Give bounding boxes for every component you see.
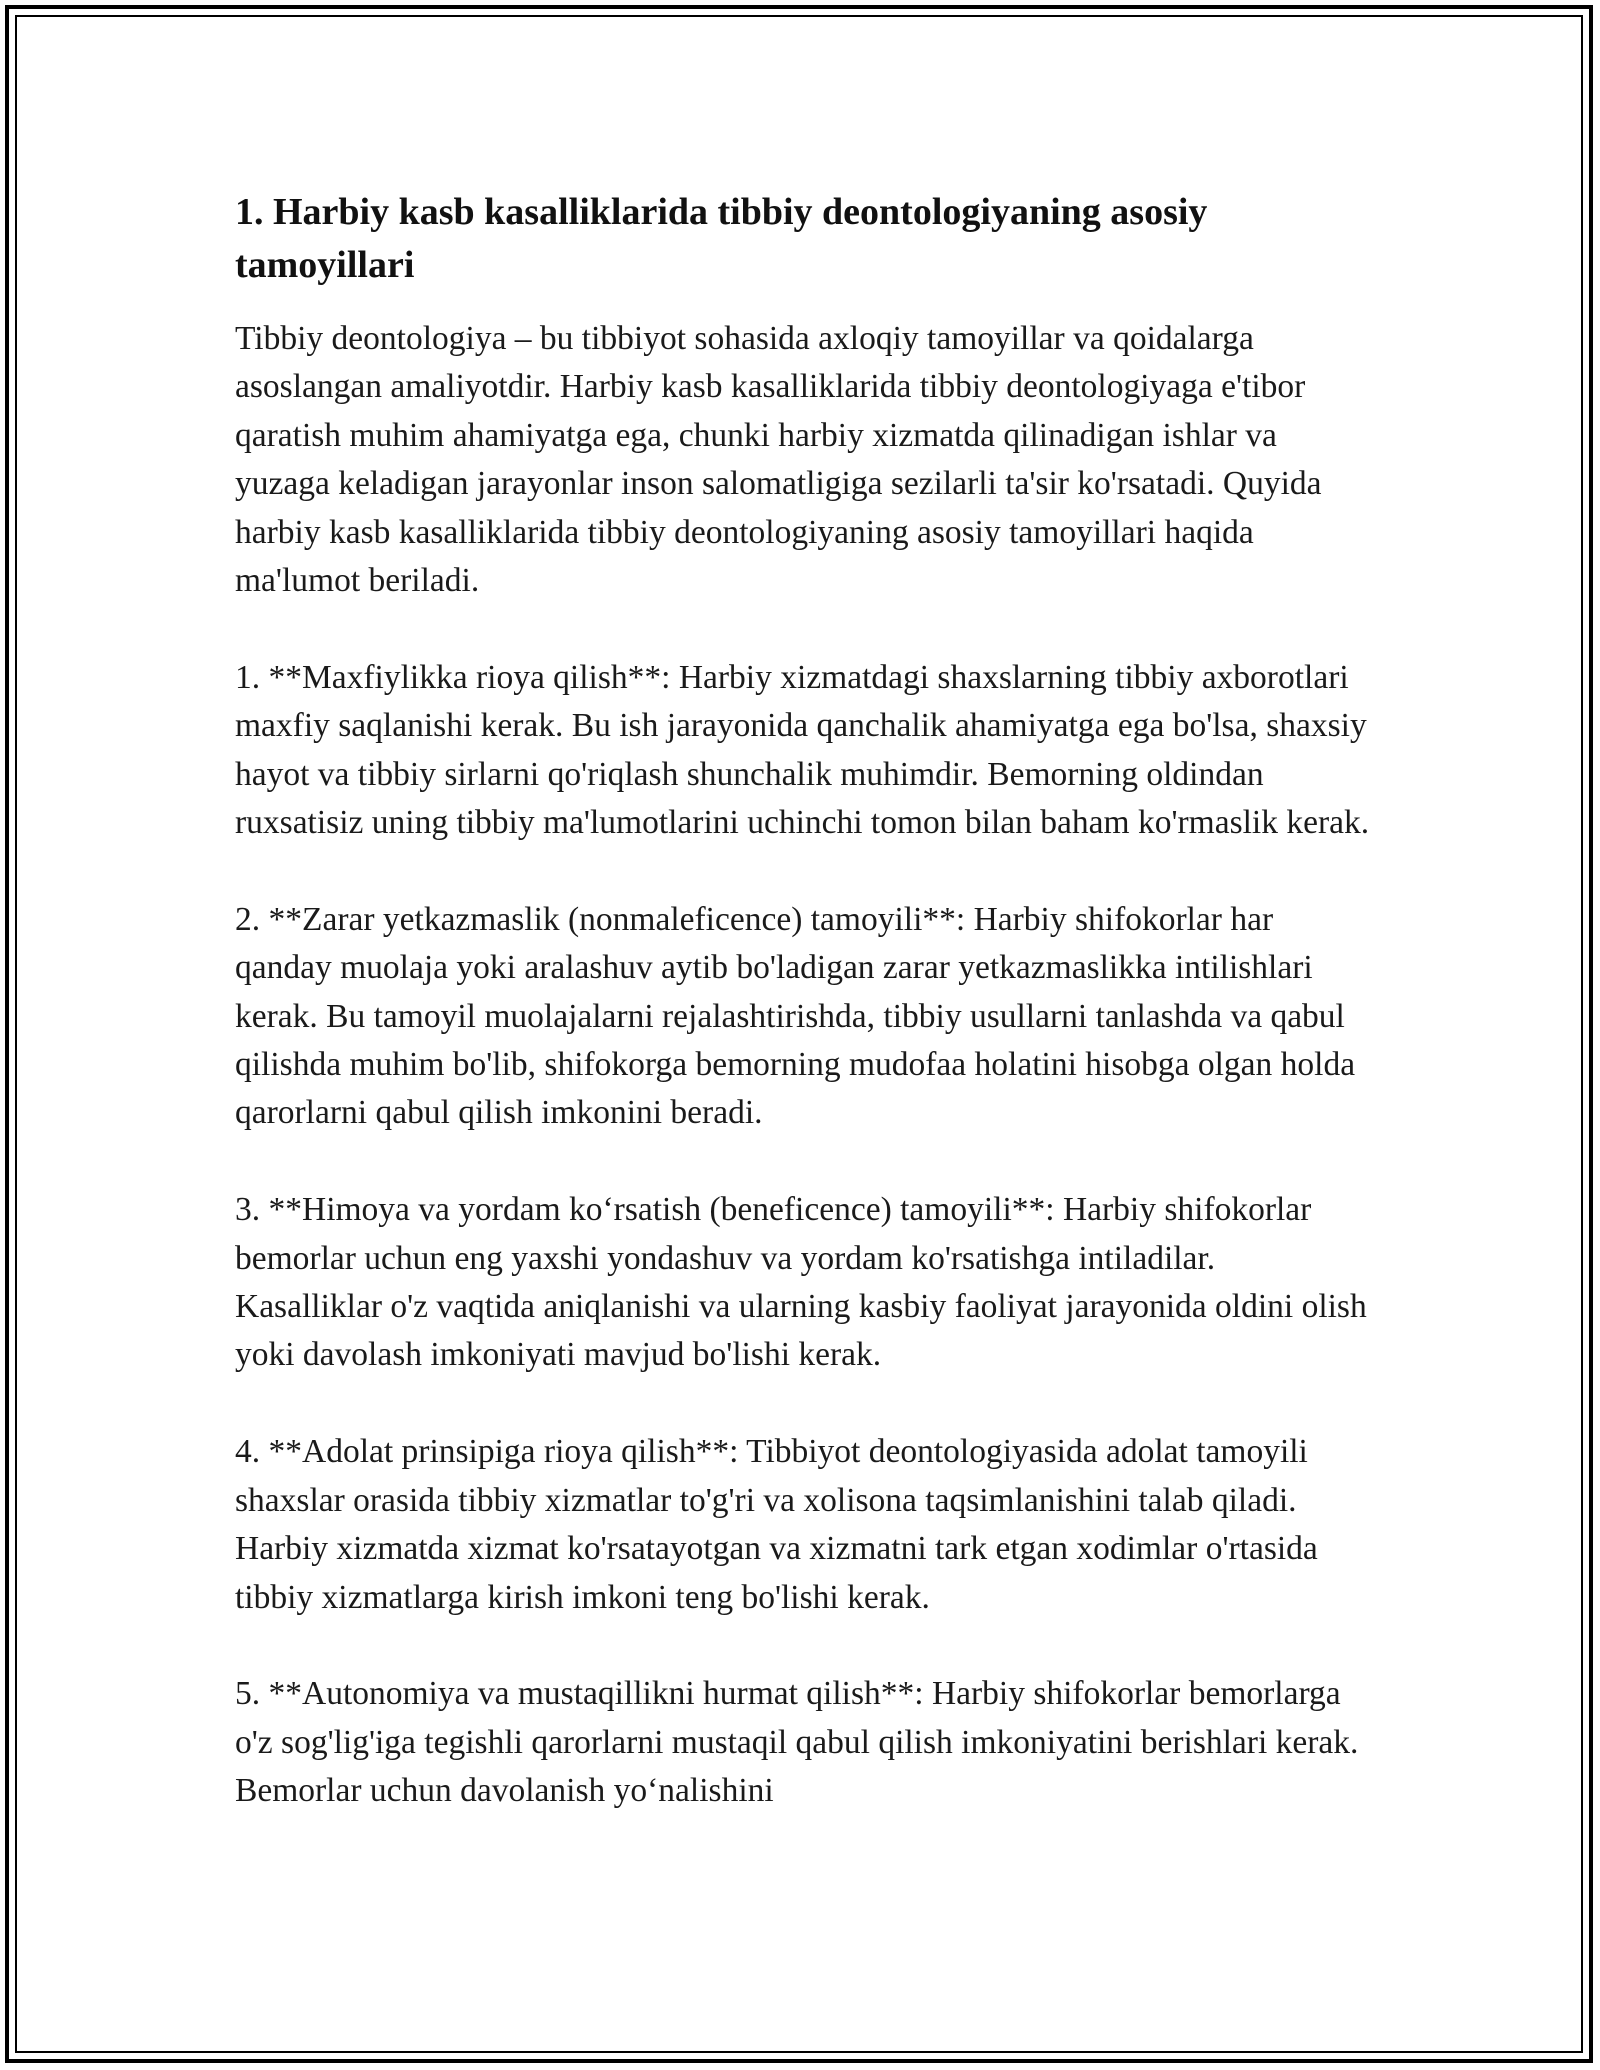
section-heading: 1. Harbiy kasb kasalliklarida tibbiy deontologiyaning asosiy tamoyillari [235,191,1208,286]
intro-paragraph: Tibbiy deontologiya – bu tibbiyot sohasida axloqiy tamoyillar va qoidalarga asoslangan amaliyotdir. Harbiy kasb kasalliklarida tibbiy deontologiyaga e'tibor qaratish muhim ahamiyatga ega, chunki harbiy xizmatda qilinadigan ishlar va yuzaga keladigan jarayonlar inson salomatligiga sezilarli ta'sir ko'rsatadi. Quyida harbiy kasb kasalliklarida tibbiy deontologiyaning asosiy tamoyillari haqida ma'lumot beriladi. [235,320,1322,600]
document-body [235,186,1370,1864]
principle-beneficence: 3. **Himoya va yordam ko‘rsatish (beneficence) tamoyili**: Harbiy shifokorlar bemorlar uchun eng yaxshi yondashuv va yordam ko'rsatishga intiladilar. Kasalliklar o'z vaqtida aniqlanishi va ularning kasbiy faoliyat jarayonida oldini olish yoki davolash imkoniyati mavjud bo'lishi kerak. [235,1191,1367,1374]
principle-confidentiality: 1. **Maxfiylikka rioya qilish**: Harbiy xizmatdagi shaxslarning tibbiy axborotlari maxfiy saqlanishi kerak. Bu ish jarayonida qanchalik ahamiyatga ega bo'lsa, shaxsiy hayot va tibbiy sirlarni qo'riqlash shunchalik muhimdir. Bemorning oldindan ruxsatisiz uning tibbiy ma'lumotlarini uchinchi tomon bilan baham ko'rmaslik kerak. [235,658,1370,842]
principle-justice: 4. **Adolat prinsipiga rioya qilish**: Tibbiyot deontologiyasida adolat tamoyili shaxslar orasida tibbiy xizmatlar to'g'ri va xolisona taqsimlanishini talab qiladi. Harbiy xizmatda xizmat ko'rsatayotgan va xizmatni tark etgan xodimlar o'rtasida tibbiy xizmatlarga kirish imkoni teng bo'lishi kerak. [235,1433,1318,1616]
principle-autonomy: 5. **Autonomiya va mustaqillikni hurmat qilish**: Harbiy shifokorlar bemorlarga o'z sog'lig'iga tegishli qarorlarni mustaqil qabul qilish imkoniyatini berishlari kerak. Bemorlar uchun davolanish yo‘nalishini [235,1675,1359,1810]
principle-nonmaleficence: 2. **Zarar yetkazmaslik (nonmaleficence) tamoyili**: Harbiy shifokorlar har qanday muolaja yoki aralashuv aytib bo'ladigan zarar yetkazmaslikka intilishlari kerak. Bu tamoyil muolajalarni rejalashtirishda, tibbiy usullarni tanlashda va qabul qilishda muhim bo'lib, shifokorga bemorning mudofaa holatini hisobga olgan holda qarorlarni qabul qilish imkonini beradi. [235,900,1356,1132]
